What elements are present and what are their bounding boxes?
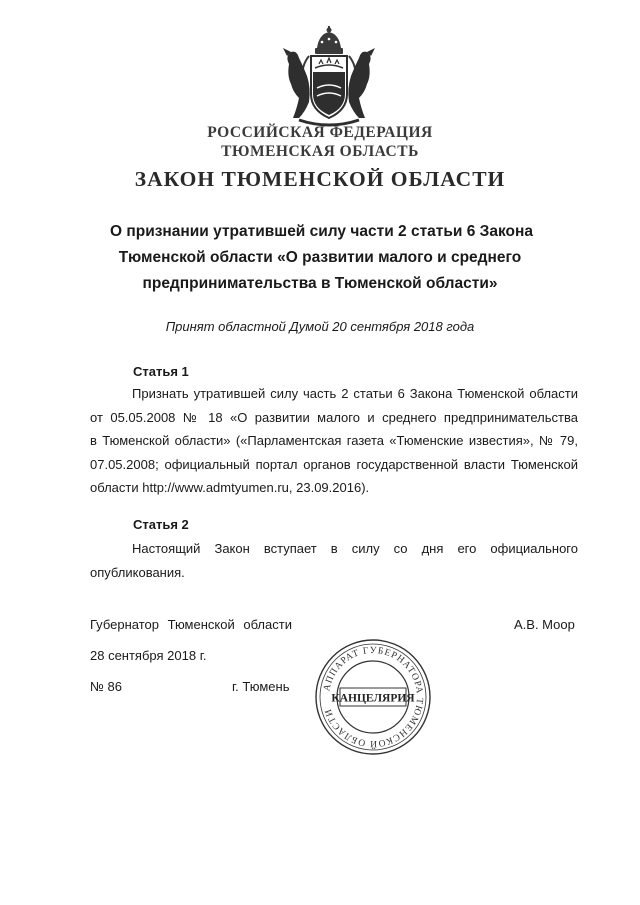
law-type-heading: ЗАКОН ТЮМЕНСКОЙ ОБЛАСТИ	[134, 167, 506, 191]
article-2-heading: Статья 2	[133, 517, 189, 532]
coat-of-arms-icon	[281, 26, 377, 130]
title-line: Тюменской области «О развитии малого и среднего	[118, 249, 522, 266]
stamp-center-text: КАНЦЕЛЯРИЯ	[331, 692, 415, 705]
article-1-heading: Статья 1	[133, 364, 189, 379]
title-line: О признании утратившей силу части 2 статьи 6 Закона	[110, 223, 534, 240]
paragraph-line: Настоящий Закон вступает в силу со дня его официального	[132, 541, 578, 556]
paragraph-line: от 05.05.2008 № 18 «О развитии малого и среднего предпринимательства	[90, 409, 578, 425]
stamp-ring-text: АППАРАТ ГУБЕРНАТОРА ТЮМЕНСКОЙ ОБЛАСТИ	[322, 645, 425, 749]
paragraph-line: Признать утратившей силу часть 2 статьи 6 Закона Тюменской области	[132, 386, 578, 401]
signatory-position: Губернатор Тюменской области	[90, 617, 292, 632]
office-stamp-icon	[314, 638, 432, 756]
paragraph-line: 07.05.2008; официальный портал органов государственной власти Тюменской	[90, 456, 578, 472]
article-2-text	[90, 537, 578, 584]
country-heading: РОССИЙСКАЯ ФЕДЕРАЦИЯ	[207, 124, 433, 141]
paragraph-line: опубликования.	[90, 564, 185, 580]
adoption-note: Принят областной Думой 20 сентября 2018 года	[165, 319, 475, 334]
article-1-text	[90, 382, 578, 500]
signing-date: 28 сентября 2018 г.	[90, 648, 207, 663]
signatory-name: А.В. Моор	[514, 617, 575, 632]
paragraph-line: области http://www.admtyumen.ru, 23.09.2016).	[90, 480, 370, 495]
region-heading: ТЮМЕНСКАЯ ОБЛАСТЬ	[221, 143, 419, 160]
signing-city: г. Тюмень	[232, 679, 290, 694]
paragraph-line: в Тюменской области» («Парламентская газета «Тюменские известия», № 79,	[90, 433, 578, 448]
document-title	[110, 219, 534, 297]
law-number: № 86	[90, 679, 123, 694]
title-line: предпринимательства в Тюменской области»	[142, 275, 498, 292]
